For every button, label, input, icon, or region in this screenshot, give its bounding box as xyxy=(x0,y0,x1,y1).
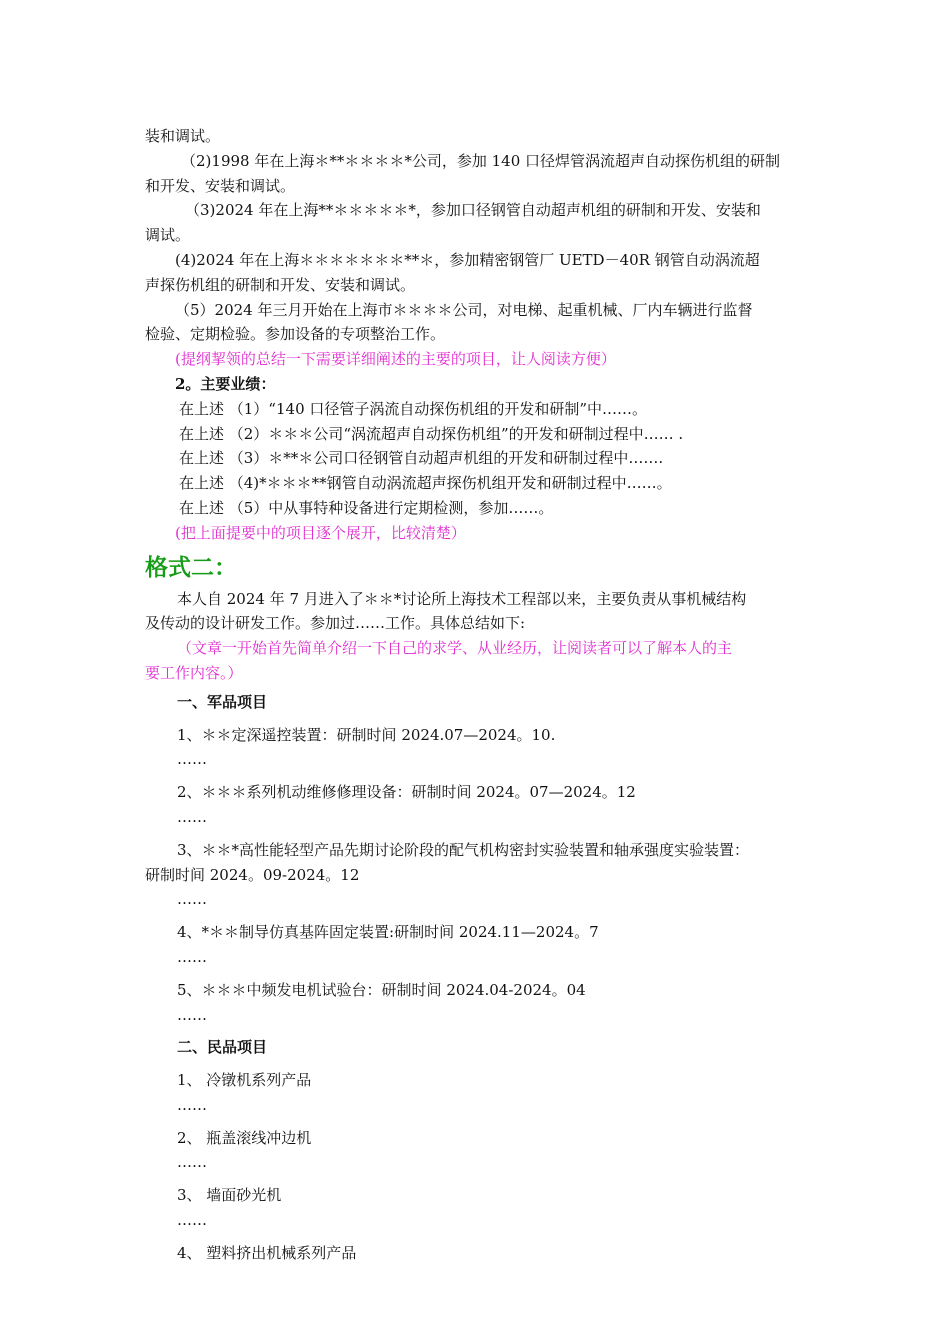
intro-line: 及传动的设计研发工作。参加过……工作。具体总结如下: xyxy=(145,614,526,633)
ellipsis: …… xyxy=(177,1095,207,1114)
project-item: 3、＊＊*高性能轻型产品先期讨论阶段的配气机构密封实验装置和轴承强度实验装置： xyxy=(177,840,750,859)
section-heading: 2。主要业绩： xyxy=(175,374,276,393)
achievement-line: 在上述 （3）＊**＊公司口径钢管自动超声机组的开发和研制过程中……. xyxy=(179,449,664,468)
achievement-line: 在上述 （2）＊＊＊公司“涡流超声自动探伤机组”的开发和研制过程中…… . xyxy=(179,424,684,443)
guidance-note: 要工作内容。） xyxy=(145,663,243,682)
ellipsis: …… xyxy=(177,750,207,769)
section-heading-military: 一、军品项目 xyxy=(177,692,268,711)
format-title: 格式二： xyxy=(145,554,237,581)
ellipsis: …… xyxy=(177,1005,207,1024)
guidance-note: (提纲挈领的总结一下需要详细阐述的主要的项目，让人阅读方便） xyxy=(175,350,616,369)
project-item: 4、 塑料挤出机械系列产品 xyxy=(177,1243,357,1262)
achievement-line: 在上述 （5）中从事特种设备进行定期检测，参加……。 xyxy=(179,498,554,517)
paragraph-line: 装和调试。 xyxy=(145,127,221,145)
ellipsis: …… xyxy=(177,807,207,826)
paragraph-line: 声探伤机组的研制和开发、安装和调试。 xyxy=(145,275,416,294)
project-item: 研制时间 2024。09-2024。12 xyxy=(145,865,360,884)
ellipsis: …… xyxy=(177,947,207,966)
project-item: 3、 墙面砂光机 xyxy=(177,1186,282,1205)
project-item: 5、＊＊＊中频发电机试验台：研制时间 2024.04-2024。04 xyxy=(177,980,586,999)
ellipsis: …… xyxy=(177,1211,207,1230)
guidance-note: (把上面提要中的项目逐个展开，比较清楚） xyxy=(175,523,466,542)
project-item: 2、 瓶盖滚线冲边机 xyxy=(177,1128,312,1147)
ellipsis: …… xyxy=(177,1153,207,1172)
project-item: 1、 冷镦机系列产品 xyxy=(177,1071,312,1090)
section-heading-civil: 二、民品项目 xyxy=(177,1038,268,1057)
document-page xyxy=(145,124,810,1266)
project-item: 4、*＊＊制导仿真基阵固定装置:研制时间 2024.11—2024。7 xyxy=(177,923,599,942)
project-item: 2、＊＊＊系列机动维修修理设备：研制时间 2024。07—2024。12 xyxy=(177,783,636,802)
achievement-line: 在上述 （4)*＊＊＊**钢管自动涡流超声探伤机组开发和研制过程中……。 xyxy=(179,474,672,493)
paragraph-line: （5）2024 年三月开始在上海市＊＊＊＊公司，对电梯、起重机械、厂内车辆进行监督 xyxy=(175,300,753,319)
paragraph-line: 和开发、安装和调试。 xyxy=(145,176,296,195)
paragraph-line: (4)2024 年在上海＊＊＊＊＊＊＊**＊，参加精密钢管厂 UETD－40R 钢管自动涡流超 xyxy=(175,250,760,269)
project-item: 1、＊＊定深遥控装置：研制时间 2024.07—2024。10. xyxy=(177,725,556,744)
ellipsis: …… xyxy=(177,890,207,909)
guidance-note: （文章一开始首先简单介绍一下自己的求学、从业经历，让阅读者可以了解本人的主 xyxy=(177,639,733,658)
paragraph-line: 检验、定期检验。参加设备的专项整治工作。 xyxy=(145,325,446,344)
paragraph-line: （3)2024 年在上海**＊＊＊＊＊*，参加口径钢管自动超声机组的研制和开发、安装和 xyxy=(185,201,761,220)
achievement-line: 在上述 （1）“140 口径管子涡流自动探伤机组的开发和研制”中……。 xyxy=(179,399,648,418)
paragraph-line: 调试。 xyxy=(145,226,191,245)
paragraph-line: （2)1998 年在上海＊**＊＊＊＊*公司，参加 140 口径焊管涡流超声自动探伤机组的研制 xyxy=(181,151,781,170)
intro-line: 本人自 2024 年 7 月进入了＊＊*讨论所上海技术工程部以来，主要负责从事机械结构 xyxy=(177,589,747,608)
